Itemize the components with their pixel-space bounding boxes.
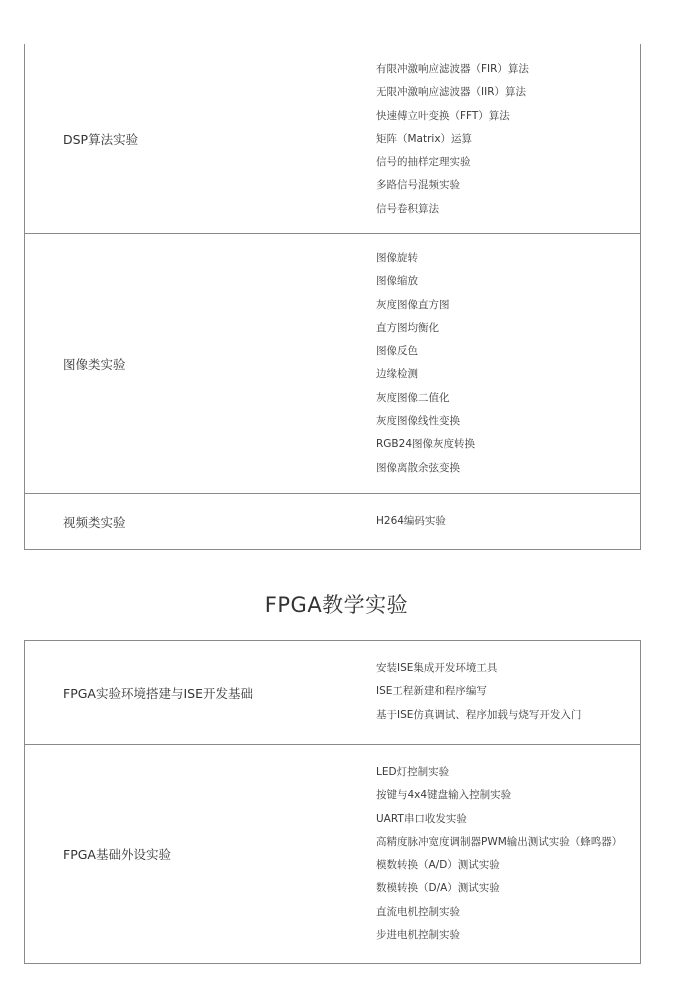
list-item: ISE工程新建和程序编写 <box>376 685 487 698</box>
experiment-table-top <box>24 44 641 550</box>
category-label: DSP算法实验 <box>63 131 139 147</box>
table-row-image <box>25 234 640 494</box>
list-item: 图像反色 <box>376 345 418 358</box>
table-row-dsp <box>25 44 640 234</box>
list-item: 模数转换（A/D）测试实验 <box>376 859 500 872</box>
list-item: LED灯控制实验 <box>376 766 450 778</box>
list-item: 按键与4x4键盘输入控制实验 <box>376 789 512 802</box>
experiment-list <box>376 657 636 727</box>
category-label: FPGA基础外设实验 <box>63 847 171 862</box>
list-item: 有限冲激响应滤波器（FIR）算法 <box>376 63 529 75</box>
list-item: 直流电机控制实验 <box>376 905 460 918</box>
list-item: 多路信号混频实验 <box>376 179 460 192</box>
list-item: 信号卷积算法 <box>376 202 439 215</box>
experiment-table-fpga <box>24 640 641 964</box>
list-item: 信号的抽样定理实验 <box>376 156 471 169</box>
table-row-fpga-env <box>25 641 640 745</box>
list-item: 高精度脉冲宽度调制器PWM输出测试实验（蜂鸣器） <box>376 835 623 848</box>
list-item: 灰度图像直方图 <box>376 298 450 311</box>
experiment-list <box>376 510 636 533</box>
category-label: FPGA实验环境搭建与ISE开发基础 <box>63 685 253 701</box>
list-item: H264编码实验 <box>376 515 446 527</box>
list-item: 安装ISE集成开发环境工具 <box>376 662 498 674</box>
category-label: 图像类实验 <box>63 356 126 372</box>
list-item: RGB24图像灰度转换 <box>376 438 475 451</box>
experiment-list <box>376 247 636 480</box>
experiment-list <box>376 58 636 221</box>
list-item: 直方图均衡化 <box>376 321 439 334</box>
list-item: 图像旋转 <box>376 252 418 264</box>
experiment-list <box>376 761 636 947</box>
list-item: 图像离散余弦变换 <box>376 461 460 474</box>
list-item: 边缘检测 <box>376 368 418 381</box>
list-item: 图像缩放 <box>376 275 418 288</box>
table-row-fpga-peripheral <box>25 745 640 963</box>
list-item: 灰度图像二值化 <box>376 391 450 404</box>
list-item: 矩阵（Matrix）运算 <box>376 132 473 145</box>
list-item: 基于ISE仿真调试、程序加载与烧写开发入门 <box>376 708 582 721</box>
table-row-video <box>25 494 640 549</box>
list-item: 步进电机控制实验 <box>376 929 460 942</box>
category-label: 视频类实验 <box>63 514 126 530</box>
list-item: 无限冲激响应滤波器（IIR）算法 <box>376 86 526 99</box>
list-item: 灰度图像线性变换 <box>376 415 460 428</box>
section-title: FPGA教学实验 <box>264 593 409 617</box>
list-item: 数模转换（D/A）测试实验 <box>376 882 500 895</box>
list-item: UART串口收发实验 <box>376 812 467 825</box>
list-item: 快速傅立叶变换（FFT）算法 <box>376 109 510 122</box>
